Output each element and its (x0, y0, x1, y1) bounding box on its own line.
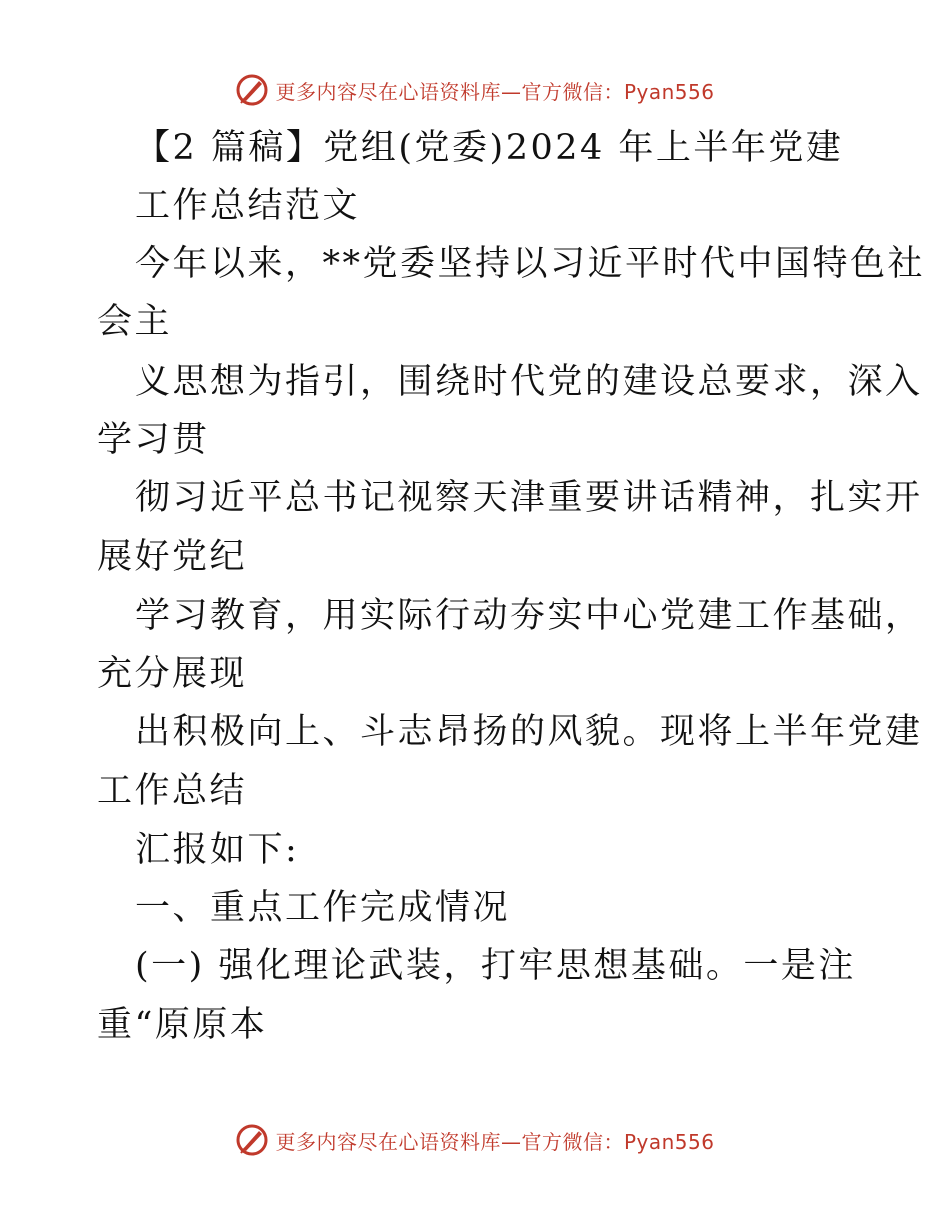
watermark-header (0, 70, 950, 110)
quill-logo-icon (235, 73, 269, 107)
body-line: 会主 (97, 302, 173, 342)
subsection-heading: (一) 强化理论武装，打牢思想基础。一是注 (135, 946, 856, 986)
section-heading: 一、重点工作完成情况 (135, 888, 511, 928)
body-line: 汇报如下: (135, 830, 300, 870)
watermark-text: 更多内容尽在心语资料库—官方微信：Pyan556 (275, 1129, 715, 1154)
body-line: 出积极向上、斗志昂扬的风貌。现将上半年党建 (135, 712, 923, 752)
body-line: 展好党纪 (97, 537, 248, 577)
body-line: 充分展现 (97, 654, 248, 694)
quill-logo-icon (235, 1123, 269, 1157)
body-line: 义思想为指引，围绕时代党的建设总要求，深入 (135, 362, 923, 402)
body-line: 今年以来，**党委坚持以习近平时代中国特色社 (135, 244, 926, 284)
body-line: 工作总结 (97, 771, 248, 811)
body-line: 重“原原本 (97, 1005, 268, 1045)
document-title-line-2: 工作总结范文 (135, 186, 361, 226)
document-title-line-1: 【2 篇稿】党组(党委)2024 年上半年党建 (135, 128, 844, 168)
body-line: 学习贯 (97, 420, 210, 460)
body-line: 学习教育，用实际行动夯实中心党建工作基础， (135, 596, 923, 636)
body-line: 彻习近平总书记视察天津重要讲话精神，扎实开 (135, 478, 923, 518)
watermark-text: 更多内容尽在心语资料库—官方微信：Pyan556 (275, 79, 715, 104)
watermark-footer (0, 1120, 950, 1160)
